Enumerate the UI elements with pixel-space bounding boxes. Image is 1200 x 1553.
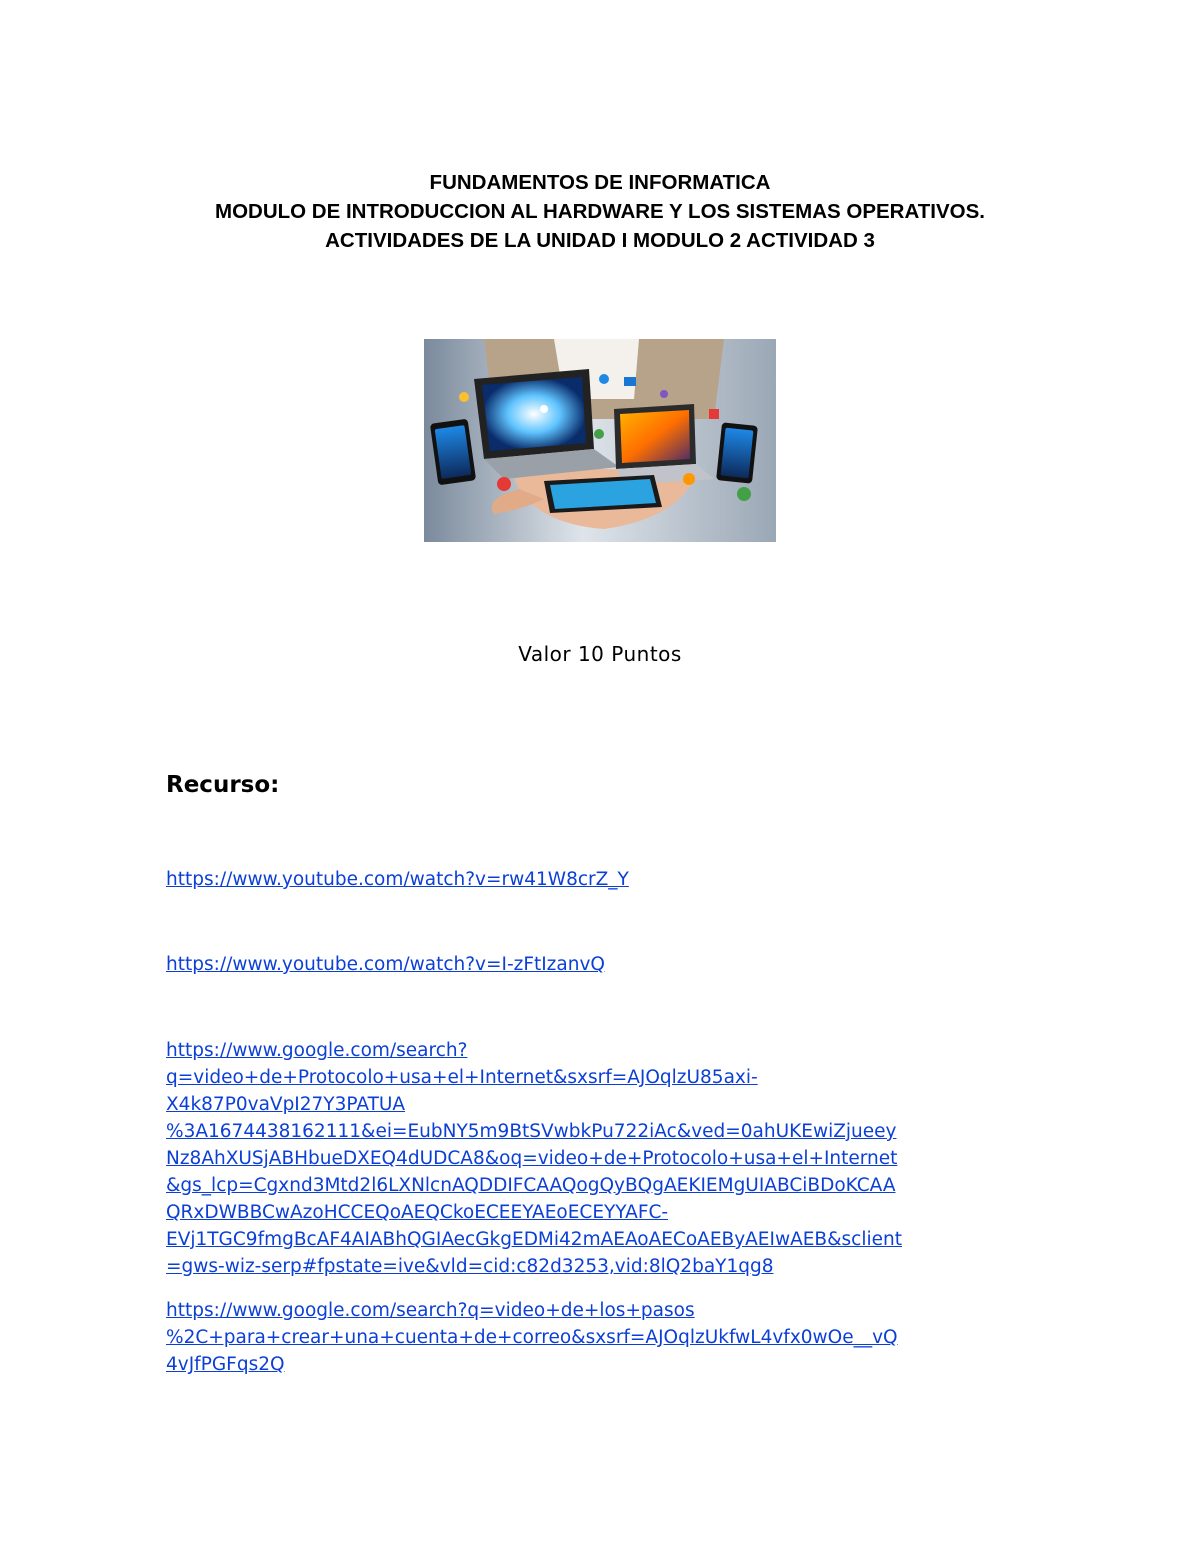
link-line: X4k87P0vaVpI27Y3PATUA bbox=[166, 1094, 406, 1115]
link-line: %3A1674438162111&ei=EubNY5m9BtSVwbkPu722iAc&ved=0ahUKEwiZjueey bbox=[166, 1121, 897, 1142]
technology-devices-image bbox=[424, 339, 776, 542]
document-title bbox=[0, 168, 1200, 255]
link-line: 4vJfPGFqs2Q bbox=[166, 1354, 285, 1375]
title-line-module: MODULO DE INTRODUCCION AL HARDWARE Y LOS SISTEMAS OPERATIVOS. bbox=[215, 200, 985, 223]
recurso-heading: Recurso: bbox=[166, 772, 280, 798]
link-line: https://www.google.com/search?q=video+de+los+pasos bbox=[166, 1300, 695, 1321]
link-line: QRxDWBBCwAzoHCCEQoAEQCkoECEEYAEoECEYYAFC- bbox=[166, 1202, 669, 1223]
google-search-link-protocolo[interactable] bbox=[166, 1037, 1036, 1280]
youtube-link-2[interactable] bbox=[166, 951, 1036, 978]
link-line: EVj1TGC9fmgBcAF4AIABhQGIAecGkgEDMi42mAEAoAECoAEByAEIwAEB&sclient bbox=[166, 1229, 902, 1250]
link-line: https://www.google.com/search? bbox=[166, 1040, 468, 1061]
link-line: https://www.youtube.com/watch?v=rw41W8crZ_Y bbox=[166, 869, 629, 890]
youtube-link-1[interactable] bbox=[166, 866, 1036, 893]
link-line: %2C+para+crear+una+cuenta+de+correo&sxsrf=AJOqlzUkfwL4vfx0wOe__vQ bbox=[166, 1327, 898, 1348]
link-line: =gws-wiz-serp#fpstate=ive&vld=cid:c82d3253,vid:8lQ2baY1qg8 bbox=[166, 1256, 774, 1277]
link-line: &gs_lcp=Cgxnd3Mtd2l6LXNlcnAQDDIFCAAQogQyBQgAEKIEMgUIABCiBDoKCAA bbox=[166, 1175, 896, 1196]
link-line: Nz8AhXUSjABHbueDXEQ4dUDCA8&oq=video+de+Protocolo+usa+el+Internet bbox=[166, 1148, 898, 1169]
google-search-link-correo[interactable] bbox=[166, 1297, 1036, 1378]
link-line: q=video+de+Protocolo+usa+el+Internet&sxsrf=AJOqlzU85axi- bbox=[166, 1067, 758, 1088]
title-line-course: FUNDAMENTOS DE INFORMATICA bbox=[429, 171, 771, 194]
title-line-activity: ACTIVIDADES DE LA UNIDAD I MODULO 2 ACTIVIDAD 3 bbox=[325, 229, 875, 252]
link-line: https://www.youtube.com/watch?v=I-zFtIzanvQ bbox=[166, 954, 605, 975]
valor-puntos: Valor 10 Puntos bbox=[518, 642, 682, 666]
